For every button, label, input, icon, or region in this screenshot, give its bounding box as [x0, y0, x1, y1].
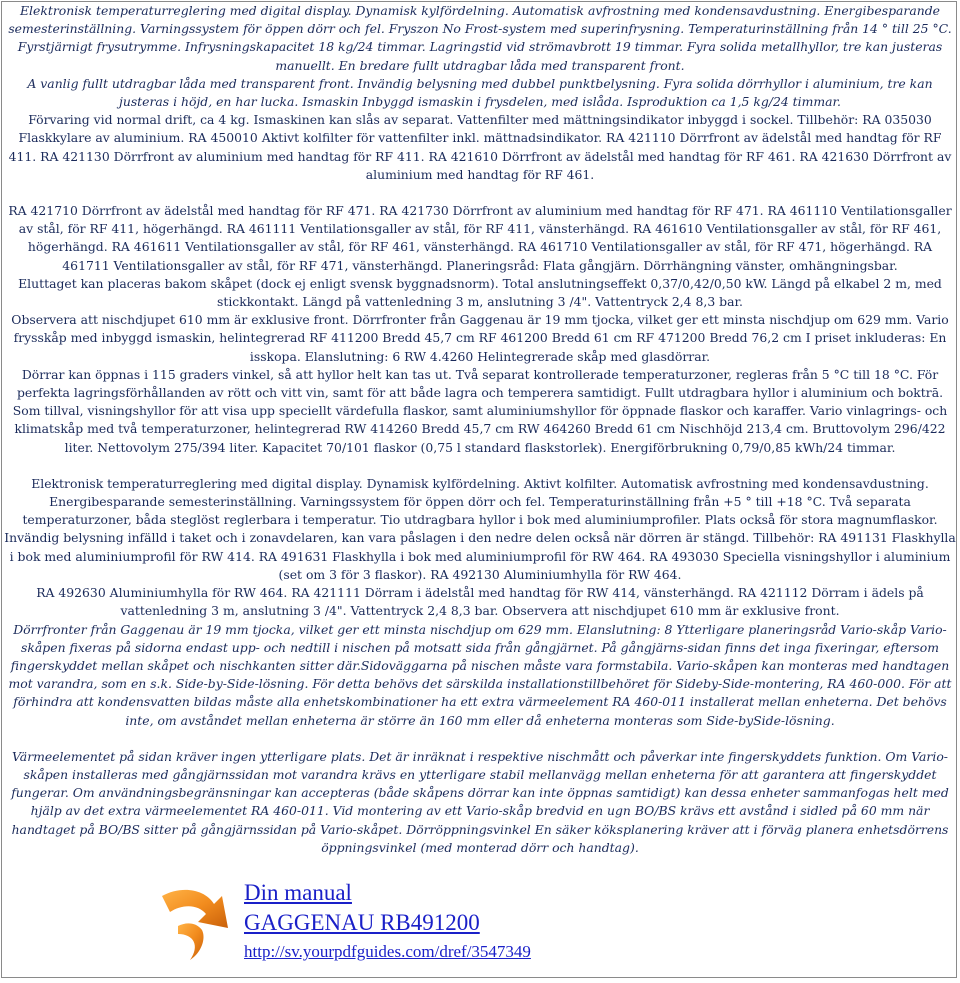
document-body [4, 2, 956, 857]
paragraph-gap [4, 730, 956, 748]
body-paragraph: Dörrfronter från Gaggenau är 19 mm tjocka, vilket ger ett minsta nischdjup om 629 mm. Elanslutning: 8 Ytterligare planeringsråd Vario-skåp Vario-skåpen fixeras på sidorna endast upp- och nedtill i nischen på motsatt sida från gångjärnet. På gångjärns-sidan finns det inga fixeringar, eftersom fingerskyddet mellan skåpet och nischkanten sitter där.Sidoväggarna på nischen måste vara formstabila. Vario-skåpen kan monteras med handtagen mot varandra, som en s.k. Side-by-Side-lösning. För detta behövs det särskilda installationstillbehöret för Sideby-Side-montering, RA 460-000. För att förhindra att kondensvatten bildas måste alla enhetskombinationer ha ett extra värmeelement RA 460-011 installerat mellan enheterna. Det behövs inte, om avståndet mellan enheterna är större än 160 mm eller då enheterna monteras som Side-bySide-lösning. [8, 621, 952, 728]
body-paragraph: Eluttaget kan placeras bakom skåpet (dock ej enligt svensk byggnadsnorm). Total anslutningseffekt 0,37/0,42/0,50 kW. Längd på elkabel 2 m, med stickkontakt. Längd på vattenledning 3 m, anslutning 3 /4". Vattentryck 2,4 8,3 bar. [18, 275, 942, 310]
body-paragraph: Förvaring vid normal drift, ca 4 kg. Ismaskinen kan slås av separat. Vattenfilter med mättningsindikator inbyggd i sockel. Tillbehör: RA 035030 Flaskkylare av aluminium. RA 450010 Aktivt kolfilter för vattenfilter inkl. mättnadsindikator. RA 421110 Dörrfront av ädelstål med handtag för RF 411. RA 421130 Dörrfront av aluminium med handtag för RF 411. RA 421610 Dörrfront av ädelstål med handtag för RF 461. RA 421630 Dörrfront av aluminium med handtag för RF 461. [8, 112, 952, 182]
manual-title-link[interactable]: Din manual [244, 880, 352, 905]
body-paragraph: Elektronisk temperaturreglering med digital display. Dynamisk kylfördelning. Automatisk avfrostning med kondensavdustning. Energibesparande semesterinställning. Varningssystem för öppen dörr och fel. Fryszon No Frost-system med superinfrysning. Temperaturinställning från 14 ° till 25 °C. Fyrstjärnigt frysutrymme. Infrysningskapacitet 18 kg/24 timmar. Lagringstid vid strömavbrott 19 timmar. Fyra solida metallhyllor, tre kan justeras manuellt. En bredare fullt utdragbar låda med transparent front. [8, 3, 952, 73]
paragraph-gap [4, 457, 956, 475]
body-paragraph: Observera att nischdjupet 610 mm är exklusive front. Dörrfronter från Gaggenau är 19 mm tjocka, vilket ger ett minsta nischdjup om 629 mm. Vario frysskåp med inbyggd ismaskin, helintegrerad RF 411200 Bredd 45,7 cm RF 461200 Bredd 61 cm RF 471200 Bredd 76,2 cm I priset inkluderas: En isskopa. Elanslutning: 6 RW 4.4260 Helintegrerade skåp med glasdörrar. [11, 312, 949, 364]
body-paragraph: Invändig belysning infälld i taket och i zonavdelaren, kan vara påslagen i den nedre delen också när dörren är stängd. Tillbehör: RA 491131 Flaskhylla i bok med aluminiumprofil för RW 414. RA 491631 Flaskhylla i bok med aluminiumprofil för RW 464. RA 493030 Speciella visningshyllor i aluminium (set om 3 för 3 flaskor). RA 492130 Aluminiumhylla för RW 464. [4, 530, 956, 582]
body-paragraph: A vanlig fullt utdragbar låda med transparent front. Invändig belysning med dubbel punktbelysning. Fyra solida dörrhyllor i aluminium, tre kan justeras i höjd, en har lucka. Ismaskin Inbyggd ismaskin i frysdelen, med islåda. Isproduktion ca 1,5 kg/24 timmar. [27, 75, 933, 110]
manual-model-link[interactable]: GAGGENAU RB491200 [244, 910, 480, 935]
body-paragraph: RA 421710 Dörrfront av ädelstål med handtag för RF 471. RA 421730 Dörrfront av aluminium med handtag för RF 471. RA 461110 Ventilationsgaller av stål, för RF 411, högerhängd. RA 461111 Ventilationsgaller av stål, för RF 411, vänsterhängd. RA 461610 Ventilationsgaller av stål, för RF 461, högerhängd. RA 461611 Ventilationsgaller av stål, för RF 461, vänsterhängd. RA 461710 Ventilationsgaller av stål, för RF 471, högerhängd. RA 461711 Ventilationsgaller av stål, för RF 471, vänsterhängd. Planeringsråd: Flata gångjärn. Dörrhängning vänster, omhängningsbar. [8, 203, 952, 273]
body-paragraph: Dörrar kan öppnas i 115 graders vinkel, så att hyllor helt kan tas ut. Två separat kontrollerade temperaturzoner, regleras från 5 °C till 18 °C. För perfekta lagringsförhållanden av rött och vitt vin, samt för att både lagra och temperera samtidigt. Fullt utdragbara hyllor i aluminium och boktrā. Som tillval, visningshyllor för att visa upp speciellt värdefulla flaskor, samt aluminiumshyllor för öppnade flaskor och karaffer. Vario vinlagrings- och klimatskåp med två temperaturzoner, helintegrerad RW 414260 Bredd 45,7 cm RW 464260 Bredd 61 cm Nischhöjd 213,4 cm. Bruttovolym 296/422 liter. Nettovolym 275/394 liter. Kapacitet 70/101 flaskor (0,75 l standard flaskstorlek). Energiförbrukning 0,79/0,85 kWh/24 timmar. [12, 366, 948, 455]
paragraph-gap [4, 184, 956, 202]
footer [156, 878, 756, 970]
body-paragraph: Värmeelementet på sidan kräver ingen ytterligare plats. Det är inräknat i respektive nischmått och påverkar inte fingerskyddets funktion. Om Vario-skåpen installeras med gångjärnssidan mot varandra krävs en ytterligare stabil mellanvägg mellan enheterna för att garantera att fingerskyddet fungerar. Om användningsbegränsningar kan accepteras (både skåpens dörrar kan inte öppnas samtidigt) kan dessa enheter sammanfogas helt med hjälp av det extra värmeelementet RA 460-011. Vid montering av ett Vario-skåp bredvid en ugn BO/BS krävs ett avstånd i sidled på 60 mm när handtaget på BO/BS sitter på gångjärnssidan på Vario-skåpet. Dörröppningsvinkel En säker köksplanering kräver att i förväg planera enhetsdörrens öppningsvinkel (med monterad dörr och handtag). [11, 748, 949, 855]
manual-url-link[interactable]: http://sv.yourpdfguides.com/dref/3547349 [244, 942, 531, 961]
body-paragraph: RA 492630 Aluminiumhylla för RW 464. RA 421111 Dörram i ädelstål med handtag för RW 414, vänsterhängd. RA 421112 Dörram i ädels på vattenledning 3 m, anslutning 3 /4". Vattentryck 2,4 8,3 bar. Observera att nischdjupet 610 mm är exklusive front. [36, 585, 924, 619]
arrow-logo-icon [156, 882, 238, 966]
body-paragraph: Elektronisk temperaturreglering med digital display. Dynamisk kylfördelning. Aktivt kolfilter. Automatisk avfrostning med kondensavdustning. Energibesparande semesterinställning. Varningssystem för öppen dörr och fel. Temperaturinställning från +5 ° till +18 °C. Två separata temperaturzoner, båda steglöst reglerbara i temperatur. Tio utdragbara hyllor i bok med aluminiumprofiler. Plats också för stora magnumflaskor. [22, 475, 938, 528]
